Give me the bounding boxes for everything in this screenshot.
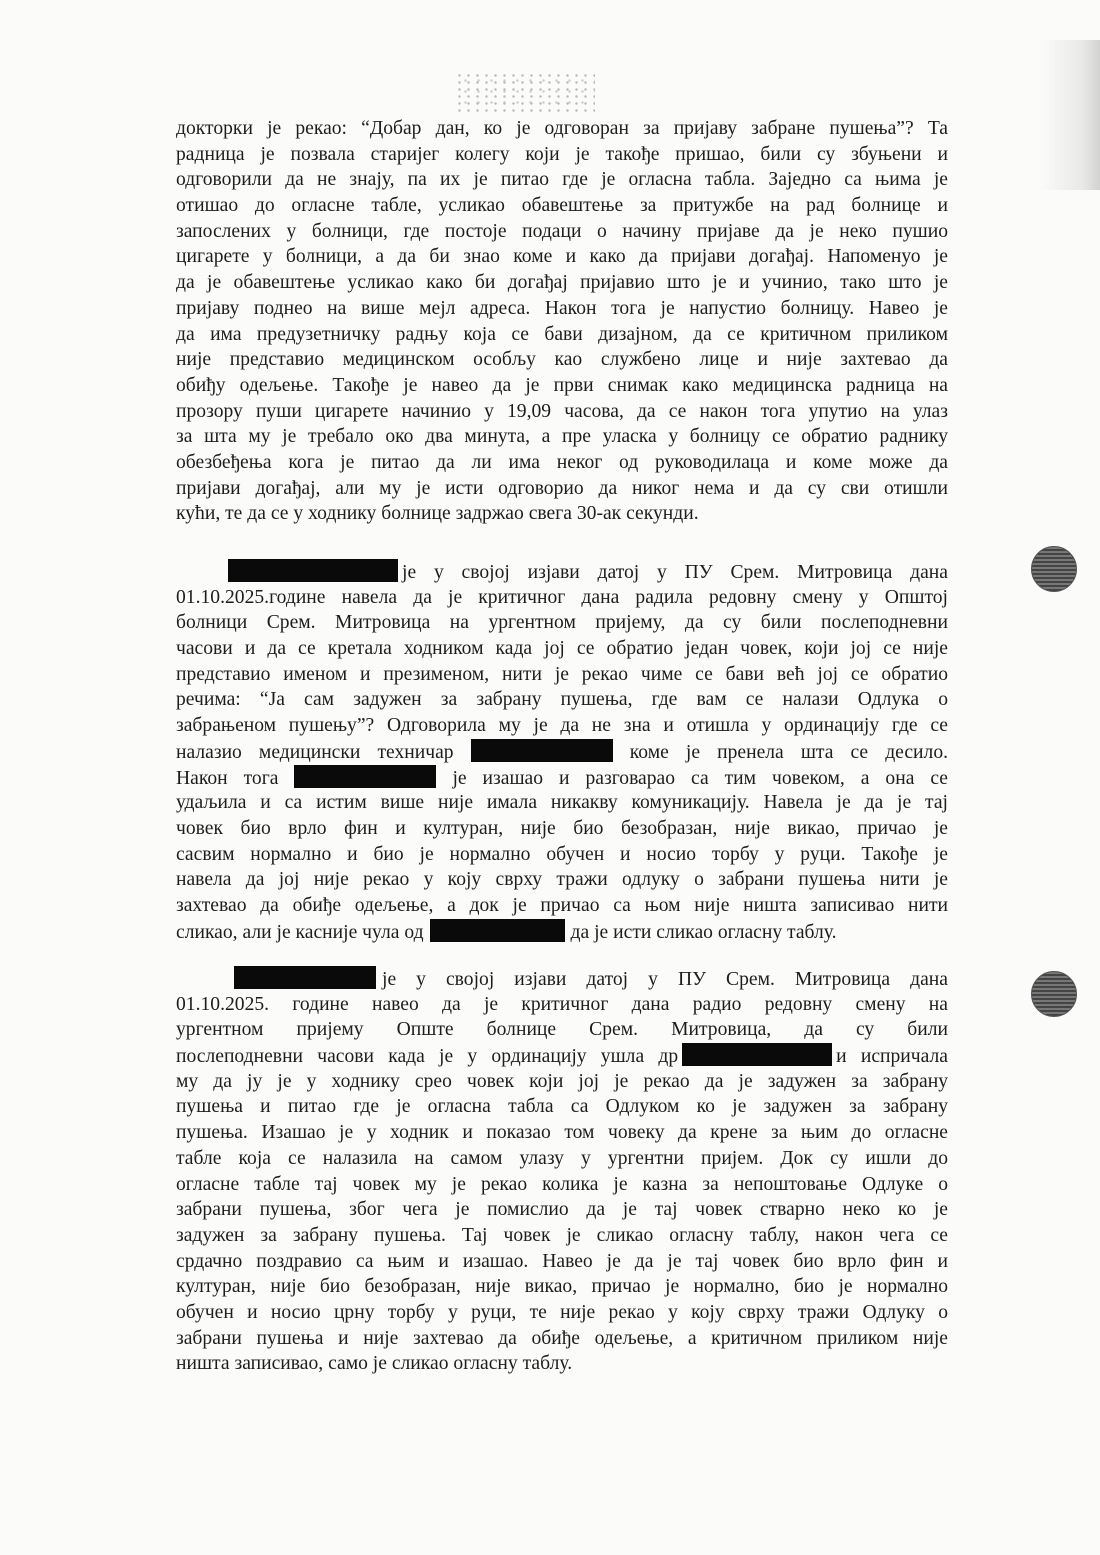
paragraph-2 <box>176 559 948 944</box>
p2-line-2: 01.10.2025.године навела да је критичног дана радила редовну смену у Општој <box>176 586 948 608</box>
p1-line-3: одговорили да не знају, па их је питао где је огласна табла. Заједно са њима је <box>176 169 948 191</box>
paragraph-1 <box>176 116 948 527</box>
p1-line-5: запослених у болници, где постоје подаци о начину пријаве да је неко пушио <box>176 220 948 242</box>
p2-line-4: часови и да се кретала ходником када јој се обратио један човек, који јој се није <box>176 638 948 660</box>
p2-text: Након тога <box>176 767 279 789</box>
p3-line-11: задужен за забрану пушења. Тај човек је сликао огласну таблу, након чега се <box>176 1224 948 1246</box>
p2-line-15 <box>176 919 948 945</box>
p1-line-7: да је обавештење усликао како би догађај пријавио што је и учинио, тако што је <box>176 272 948 294</box>
p3-line-3: ургентном пријему Опште болнице Срем. Митровица, да су били <box>176 1019 948 1041</box>
p2-line-14: захтевао да обиђе одељење, а док је причао са њом није ништа записивао нити <box>176 894 948 916</box>
p3-line-9: огласне табле тај човек му је рекао колика је казна за непоштовање Одлуке о <box>176 1173 948 1195</box>
p2-line-12: сасвим нормално и био је нормално обучен и носио торбу у руци. Такође је <box>176 843 948 865</box>
p3-text: послеподневни часови када је у ординацију ушла др <box>176 1046 679 1068</box>
redaction-block <box>682 1043 832 1066</box>
p1-line-14: обезбеђења кога је питао да ли има неког од руководилаца и коме може да <box>176 451 948 473</box>
redaction-block <box>234 966 376 989</box>
p2-line-7: забрањеном пушењу”? Одговорила му је да не зна и отишла у ординацију где се <box>176 715 948 737</box>
p2-line-3: болници Срем. Митровица на ургентном пријему, да су били послеподневни <box>176 612 948 634</box>
p2-line-10: удаљила и са истим више није имала никакву комуникацију. Навела је да је тај <box>176 792 948 814</box>
p1-line-10: није представио медицинском особљу као службено лице и није захтевао да <box>176 349 948 371</box>
redaction-block <box>228 559 398 582</box>
p3-line-10: забрани пушења, због чега је помислио да је тај човек стварно неко ко је <box>176 1199 948 1221</box>
p1-line-13: за шта му је требало око два минута, а пре уласка у болницу се обратио раднику <box>176 426 948 448</box>
p3-line-6: пушења и питао где је огласна табла са Одлуком ко је задужен за забрану <box>176 1096 948 1118</box>
redaction-block <box>471 739 613 762</box>
p2-line-5: представио именом и презименом, нити је рекао чиме се бави већ јој се обратио <box>176 663 948 685</box>
p3-line-13: културан, није био безобразан, није викао, причао је нормално, био је нормално <box>176 1276 948 1298</box>
p3-line-5: му да ју је у ходнику срео човек који јој је рекао да је задужен за забрану <box>176 1070 948 1092</box>
redaction-block <box>430 919 565 942</box>
p2-text: је изашао и разговарао са тим човеком, а она се <box>452 767 948 789</box>
p3-line-2: 01.10.2025. године навео да је критичног дана радио редовну смену на <box>176 993 948 1015</box>
punch-hole-bottom <box>1031 971 1077 1017</box>
punch-hole-top <box>1031 546 1077 592</box>
p2-line-8 <box>176 739 948 765</box>
p2-line-11: човек био врло фин и културан, није био безобразан, није викао, причао је <box>176 817 948 839</box>
p2-text: да је исти сликао огласну таблу. <box>570 921 837 943</box>
p1-line-16: кући, те да се у ходнику болнице задржао свега 30-ак секунди. <box>176 503 699 525</box>
p3-line-12: срдачно поздравио са њим и изашао. Навео је да је тај човек био врло фин и <box>176 1250 948 1272</box>
p1-line-1: докторки је рекао: “Добар дан, ко је одговоран за пријаву забране пушења”? Та <box>176 118 948 139</box>
p2-text: коме је пренела шта се десило. <box>629 741 948 763</box>
p1-line-4: отишао до огласне табле, усликао обавештење за притужбе на рад болнице и <box>176 195 948 217</box>
p3-line-8: табле која се налазила на самом улазу у ургентни пријем. Док су ишли до <box>176 1147 948 1169</box>
scan-edge-shadow <box>1040 40 1100 190</box>
scan-specks <box>455 72 595 112</box>
p3-text: и испричала <box>836 1046 948 1068</box>
p1-line-15: пријави догађај, али му је исти одговорио да никог нема и да су сви отишли <box>176 477 948 499</box>
p3-line-14: обучен и носио црну торбу у руци, те није рекао у коју сврху тражи Одлуку о <box>176 1301 948 1323</box>
p3-line-1 <box>176 966 948 992</box>
p1-line-2: радница је позвала старијег колегу који је такође пришао, били су збуњени и <box>176 143 948 165</box>
p2-line-1 <box>176 559 948 585</box>
p1-line-9: да има предузетничку радњу која се бави дизајном, да се критичном приликом <box>176 323 948 345</box>
p2-text: налазио медицински техничар <box>176 741 454 763</box>
p3-line-16: ништа записивао, само је сликао огласну таблу. <box>176 1353 573 1375</box>
p1-line-6: цигарете у болници, а да би знао коме и како да пријави догађај. Напоменуо је <box>176 246 948 268</box>
p2-line-6: речима: “Ја сам задужен за забрану пушења, где вам се налази Одлука о <box>176 689 948 711</box>
p1-line-8: пријаву поднео на више мејл адреса. Након тога је напустио болницу. Навео је <box>176 297 948 319</box>
p3-line-7: пушења. Изашао је у ходник и показао том човеку да крене за њим до огласне <box>176 1122 948 1144</box>
p2-text: сликао, али је касније чула од <box>176 921 424 943</box>
p2-text: је у својој изјави датој у ПУ Срем. Митровица дана <box>402 562 948 583</box>
p2-line-9 <box>176 765 948 791</box>
redaction-block <box>294 765 436 788</box>
p3-line-4 <box>176 1043 948 1069</box>
p1-line-12: прозору пуши цигарете начинио у 19,09 часова, да се након тога упутио на улаз <box>176 400 948 422</box>
p1-line-11: обиђу одељење. Такође је навео да је први снимак како медицинска радница на <box>176 374 948 396</box>
paragraph-3 <box>176 966 948 1377</box>
p3-line-15: забрани пушења и није захтевао да обиђе одељење, а критичном приликом није <box>176 1327 948 1349</box>
p3-text: је у својој изјави датој у ПУ Срем. Митровица дана <box>382 969 948 990</box>
p2-line-13: навела да јој није рекао у коју сврху тражи одлуку о забрани пушења нити је <box>176 869 948 891</box>
